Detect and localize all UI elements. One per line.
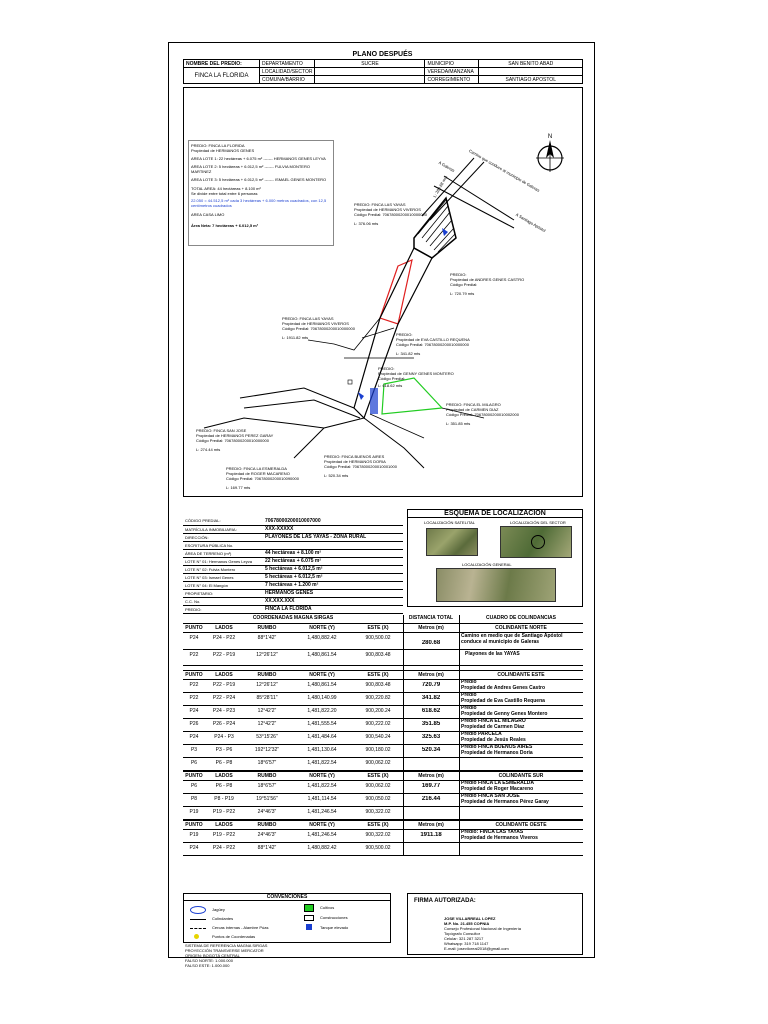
coord-header: ESTE (X)	[367, 625, 389, 631]
firma-line: Whatsapp: 319 718 1147	[444, 941, 489, 946]
info-value: 44 hectáreas + 8.100 m²	[263, 549, 403, 557]
corregimiento-value: SANTIAGO APOSTOL	[479, 76, 583, 84]
conv-cultivos: Cultivos	[320, 905, 335, 910]
coord-value: 85°28'11"	[256, 695, 278, 701]
label-galeras: A Galeras	[437, 159, 456, 174]
jaguey-icon	[190, 906, 206, 914]
coord-value: P19	[189, 832, 199, 838]
distance-value: 720.79	[421, 682, 441, 688]
comuna-label: COMUNA/BARRIO	[260, 76, 315, 84]
colindante-value: Predio PARCELA	[461, 731, 502, 737]
colindante-value: conduce al municipio de Galeras	[461, 639, 540, 645]
coord-value: P19 - P22	[212, 832, 236, 838]
coord-value: 192°12'32"	[254, 747, 280, 753]
sistema-line: PROYECCIÓN TRANSVERSE MERCATOR	[185, 948, 264, 953]
coord-header: RUMBO	[257, 822, 277, 828]
coord-header: NORTE (Y)	[309, 625, 335, 631]
conv-cercas: Cercas internas - Alambre Púas	[212, 925, 269, 930]
coord-value: P24	[189, 734, 199, 740]
info-row	[183, 597, 403, 605]
coord-value: P24 - P23	[212, 708, 236, 714]
map-frame	[183, 87, 583, 497]
coord-header: NORTE (Y)	[309, 672, 335, 678]
info-value: 5 hectáreas + 6.012,5 m²	[263, 565, 403, 573]
label-montero: PREDIO: Propiedad de GENNY GENES MONTERO Código Predial: L: 618.62 mts	[378, 366, 454, 388]
colindante-value: Predio	[461, 705, 477, 711]
info-label: C.C. No.	[183, 597, 263, 605]
coord-value: 18°6'57"	[257, 783, 277, 789]
coord-header: NORTE (Y)	[309, 822, 335, 828]
firma-line: Topógrafo Consultor	[444, 931, 481, 936]
firma-line: Consejo Profesional Nacional de Ingeniería	[444, 926, 521, 931]
info-label: PROPIETARIO:	[183, 589, 263, 597]
coord-value: P24	[189, 708, 199, 714]
coord-value: P3	[190, 747, 198, 753]
info-value	[263, 541, 403, 549]
coord-value: 1,481,822.54	[307, 783, 337, 789]
construcciones-icon	[304, 915, 314, 921]
row-divider	[183, 820, 583, 821]
distance-value: 325.63	[421, 734, 441, 740]
coord-value: P8 - P19	[214, 796, 234, 802]
sistema-line: FALSO ESTE: 1.000.000	[185, 963, 230, 968]
coord-value: 900,803.48	[365, 651, 391, 658]
coord-value: 900,803.48	[365, 682, 391, 688]
colindante-value: Propiedad de Carmen Diaz	[461, 724, 525, 730]
distance-value: 520.34	[421, 747, 441, 753]
row-divider	[183, 757, 583, 758]
firma-line: JOSE VILLARREAL LOPEZ	[444, 916, 496, 921]
metros-header: Metros (m)	[418, 822, 444, 828]
coord-value: P6	[190, 783, 198, 789]
colindante-value: Propiedad de Genny Genes Montero	[461, 711, 548, 717]
coord-value: P3 - P6	[215, 747, 233, 753]
coord-header: RUMBO	[257, 773, 277, 779]
coord-value: 900,500.02	[365, 635, 391, 641]
coord-value: 900,322.02	[365, 832, 391, 838]
colindante-value: Predio: FINCA LAS YAYAS	[461, 829, 524, 835]
label-sanjose: PREDIO: FINCA SAN JOSE Propiedad de HERMANOS PEREZ GARAY Código Predial: 70678000200010000000 L: 274.44 mts	[196, 428, 274, 452]
label-castro: PREDIO: Propiedad de ANDRES GENES CASTRO Código Predial: L: 720.79 mts	[450, 272, 525, 296]
map-legend-box	[188, 140, 334, 246]
esquema-sector-label: LOCALIZACIÓN DEL SECTOR	[510, 520, 566, 525]
coord-value: 900,322.02	[365, 809, 391, 815]
coord-value: 12°26'12"	[256, 651, 278, 658]
municipio-value: SAN BENITO ABAD	[479, 60, 583, 68]
colindante-header: COLINDANTE OESTE	[495, 822, 547, 828]
coord-header: ESTE (X)	[367, 672, 389, 678]
colindantes-icon	[190, 919, 206, 920]
info-value: XX.XXX.XXX	[263, 597, 403, 605]
distance-value: 341.82	[421, 695, 441, 701]
label-buenos-aires: PREDIO: FINCA BUENOS AIRES Propiedad de HERMANOS DORIA Código Predial: 70678000200010001000 L: 520.34 mts	[324, 454, 397, 478]
coord-value: P22	[189, 695, 199, 701]
colindante-value: Predio FINCA SAN JOSE	[461, 793, 520, 799]
info-label: ÁREA DE TERRENO (m²)	[183, 549, 263, 557]
row-divider	[183, 665, 583, 666]
esquema-general-label: LOCALIZACIÓN GENERAL	[462, 562, 512, 567]
coord-value: 88°1'42"	[257, 635, 277, 641]
info-label: DIRECCIÓN:	[183, 533, 263, 541]
coord-value: P22	[189, 682, 199, 688]
coord-value: P24 - P22	[212, 635, 236, 641]
departamento-label: DEPARTAMENTO	[260, 60, 315, 68]
coord-value: 88°1'42"	[257, 845, 277, 851]
general-image	[436, 568, 556, 602]
coord-value: 900,180.02	[365, 747, 391, 753]
colindante-value: Propiedad de Hermanos Doria	[461, 750, 533, 756]
coord-value: P22 - P19	[212, 651, 236, 658]
row-divider	[183, 842, 583, 843]
row-divider	[183, 623, 583, 624]
info-table	[183, 517, 403, 614]
coord-header: LADOS	[215, 625, 233, 631]
colindante-value: Propiedad de Andres Genes Castro	[461, 685, 546, 691]
colindante-value: Propiedad de Jesús Reales	[461, 737, 526, 743]
row-divider	[183, 771, 583, 772]
colindante-header: COLINDANTE NORTE	[495, 625, 547, 631]
coord-header: ESTE (X)	[367, 773, 389, 779]
convenciones-title: CONVENCIONES	[184, 894, 390, 901]
plan-title: PLANO DESPUÉS	[352, 51, 413, 58]
coord-value: 900,050.02	[365, 796, 391, 802]
legend-line: 22.050 = 44.512,5 m² cada 3 hectáreas + 6.000 metros cuadrados, con 12,5 centímetros cuadrados	[191, 198, 327, 208]
coord-value: P26 - P24	[212, 721, 236, 727]
label-yayas-top: PREDIO: FINCA LAS YAYAS Propiedad de HERMANOS VIVEROS Código Predial: 70678000200010000000 L: 376.06 mts	[354, 202, 427, 226]
coord-value: 1,481,246.54	[307, 832, 337, 838]
coord-value: 53°15'26"	[256, 734, 278, 740]
colindante-value: Camino en medio que de Santiago Apóstol	[461, 633, 563, 639]
coord-value: P19 - P22	[212, 809, 236, 815]
legend-line: AREA LOTE 3: 5 hectáreas + 6.012,5 m² ------- ISMAEL GENES MONTERO	[191, 177, 327, 182]
header-table	[183, 59, 583, 84]
coord-value: 1,480,140.99	[307, 695, 337, 701]
coord-header: RUMBO	[257, 625, 277, 631]
esquema-title: ESQUEMA DE LOCALIZACION	[408, 510, 582, 518]
municipio-label: MUNICIPIO	[425, 60, 479, 68]
colindante-value: Predio FINCA EL MILAGRO	[461, 718, 526, 724]
coord-header: PUNTO	[185, 773, 203, 779]
colindante-value: Predio	[461, 679, 477, 685]
coord-header: LADOS	[215, 773, 233, 779]
coord-header: PUNTO	[185, 625, 203, 631]
cerca-icon	[190, 928, 206, 929]
distance-value: 351.85	[421, 721, 441, 727]
nombre-label: NOMBRE DEL PREDIO:	[184, 60, 260, 68]
info-row	[183, 565, 403, 573]
coord-header: LADOS	[215, 822, 233, 828]
info-value: 5 hectáreas + 6.012,5 m²	[263, 573, 403, 581]
tanque-icon	[306, 924, 312, 930]
coord-value: P19	[189, 809, 199, 815]
coord-header: NORTE (Y)	[309, 773, 335, 779]
colindante-header: COLINDANTE ESTE	[497, 672, 545, 678]
esquema-satelital-label: LOCALIZACIÓN SATELITAL	[424, 520, 475, 525]
coord-value: 12°42'2"	[257, 708, 277, 714]
distance-value: 280.68	[421, 640, 441, 646]
sector-image	[500, 526, 572, 558]
legend-line: PREDIO: FINCA LA FLORIDA	[191, 143, 245, 148]
info-row	[183, 557, 403, 565]
info-row	[183, 605, 403, 613]
row-divider	[183, 670, 583, 671]
distance-value: 216.44	[421, 796, 441, 802]
firma-box	[407, 893, 583, 955]
coord-value: 900,220.82	[365, 695, 391, 701]
info-row	[183, 517, 403, 525]
label-santiago: A Santiago Apóstol	[515, 211, 547, 234]
punto-icon	[194, 934, 199, 939]
coord-value: P24	[189, 845, 199, 851]
legend-line: TOTAL AREA: 44 hectáreas + 8.100 m²	[191, 186, 261, 191]
metros-header: Metros (m)	[418, 672, 444, 678]
legend-line: Área Neta: 7 hectáreas + 6.012,5 m²	[191, 223, 259, 228]
sistema-line: FALSO NORTE: 1.000.000	[185, 958, 233, 963]
vereda-label: VEREDA/MANZANA	[425, 68, 479, 76]
info-label: ESCRITURA PÚBLICA No.	[183, 541, 263, 549]
coord-value: 1,481,555.54	[307, 721, 337, 727]
label-esmeralda: PREDIO: FINCA LA ESMERALDA Propiedad de ROGER MACARENO Código Predial: 70678000200010090000 L: 169.77 mts	[226, 466, 299, 490]
coord-value: 1,481,246.54	[307, 809, 337, 815]
coord-value: 12°26'12"	[256, 682, 278, 688]
info-value: 70678000200010007000	[263, 517, 403, 525]
row-divider	[183, 649, 583, 650]
coord-value: P6	[190, 760, 198, 766]
info-label: LOTE N° 04: El Mangón	[183, 581, 263, 589]
sector-circle-icon	[531, 535, 545, 549]
dist-title: DISTANCIA TOTAL	[408, 615, 454, 621]
info-value: HERMANOS GENES	[263, 589, 403, 597]
coord-value: P24 - P3	[214, 734, 234, 740]
info-label: LOTE N° 03: Ismael Genes	[183, 573, 263, 581]
coord-header: PUNTO	[185, 822, 203, 828]
coord-value: 1,481,484.64	[307, 734, 337, 740]
legend-line: AREA CASA LIMO	[191, 212, 225, 217]
info-row	[183, 525, 403, 533]
coord-value: 24°46'3"	[257, 809, 277, 815]
coord-value: 900,222.02	[365, 721, 391, 727]
info-label: LOTE N° 02: Fulvia Montero	[183, 565, 263, 573]
colindante-header: COLINDANTE SUR	[498, 773, 544, 779]
label-requena: PREDIO: Propiedad de EVA CASTILLO REQUENA Código Predial: 70678000200010000000 L: 341.82 mts	[396, 332, 470, 356]
sistema-line: SISTEMA DE REFERENCIA MAGNA SIRGAS	[185, 943, 268, 948]
coord-value: 1,480,882.42	[307, 845, 337, 851]
convenciones-box	[183, 893, 391, 943]
cultivos-icon	[304, 904, 314, 912]
nombre-value: FINCA LA FLORIDA	[184, 68, 260, 84]
info-row	[183, 589, 403, 597]
coord-value: 1,480,861.54	[307, 651, 337, 658]
departamento-value: SUCRE	[315, 60, 425, 68]
conv-puntos: Puntos de Coordenadas	[212, 934, 256, 939]
coord-title: COORDENADAS MAGNA SIRGAS	[252, 615, 334, 621]
colindante-value: Propiedad de Eva Castillo Requena	[461, 698, 545, 704]
info-value: 7 hectáreas + 1.200 m²	[263, 581, 403, 589]
row-divider	[183, 855, 583, 856]
colindante-value: Propiedad de Roger Macareno	[461, 786, 534, 792]
coord-value: 900,200.24	[365, 708, 391, 714]
info-row	[183, 549, 403, 557]
distance-value: 618.62	[421, 708, 441, 714]
coord-value: P8	[190, 796, 198, 802]
coord-value: P22	[189, 651, 199, 658]
corregimiento-label: CORREGIMIENTO	[425, 76, 479, 84]
firma-line: M.P. No. 21.455 COPNIA	[444, 921, 490, 926]
info-value: PLAYONES DE LAS YAYAS - ZONA RURAL	[263, 533, 403, 541]
coord-value: 1,481,822.54	[307, 760, 337, 766]
firma-line: Celular: 321 287 3217	[444, 936, 484, 941]
coord-value: 12°42'2"	[257, 721, 277, 727]
legend-line: Propiedad de HERMANOS GENES	[191, 148, 255, 153]
coord-value: 1,481,114.54	[307, 796, 337, 802]
info-label: PREDIO:	[183, 605, 263, 613]
label-camino: Camino que conduce al municipio de Galeras	[468, 148, 541, 193]
coord-value: 900,062.02	[365, 760, 391, 766]
info-value: 22 hectáreas + 6.075 m²	[263, 557, 403, 565]
conv-construcciones: Construcciones	[320, 915, 348, 920]
firma-line: E-mail: joseviloreal2018@gmail.com	[444, 946, 509, 951]
label-yayas-mid: PREDIO: FINCA LAS YAYAS Propiedad de HERMANOS VIVEROS Código Predial: 70678000200010000000 L: 1911.82 mts	[282, 316, 355, 340]
metros-header: Metros (m)	[418, 625, 444, 631]
info-row	[183, 533, 403, 541]
coord-value: 900,500.02	[365, 845, 391, 851]
firma-title: FIRMA AUTORIZADA:	[414, 898, 476, 904]
coord-value: P22 - P24	[212, 695, 236, 701]
info-label: CÓDIGO PREDIAL:	[183, 517, 263, 525]
column-divider	[459, 615, 460, 856]
colindante-value: Predio FINCA LA ESMERALDA	[461, 780, 534, 786]
coord-value: 900,540.24	[365, 734, 391, 740]
conv-tanque: Tanque elevado	[320, 925, 349, 930]
coord-value: 18°6'57"	[257, 760, 277, 766]
distance-value: 1911.18	[420, 832, 442, 838]
coord-value: 19°51'56"	[256, 796, 278, 802]
metros-header: Metros (m)	[418, 773, 444, 779]
sistema-referencia	[185, 943, 391, 968]
coord-value: P26	[189, 721, 199, 727]
coord-value: 1,481,130.64	[307, 747, 337, 753]
coord-value: 1,480,882.42	[307, 635, 337, 641]
plan-sheet	[168, 42, 595, 968]
distance-value: 169.77	[421, 783, 441, 789]
info-value: XXX-XXXXX	[263, 525, 403, 533]
info-row	[183, 581, 403, 589]
col-title: CUADRO DE COLINDANCIAS	[486, 615, 556, 621]
coord-header: LADOS	[215, 672, 233, 678]
info-row	[183, 541, 403, 549]
colindante-value: Predio	[461, 692, 477, 698]
info-value: FINCA LA FLORIDA	[263, 605, 403, 613]
coord-value: 24°46'3"	[257, 832, 277, 838]
coord-value: 1,480,861.54	[307, 682, 337, 688]
coord-value: P24 - P22	[212, 845, 236, 851]
legend-line: AREA LOTE 1: 22 hectáreas + 6.075 m² ------- HERMANOS GENES LEYVA	[191, 156, 326, 161]
row-divider	[183, 806, 583, 807]
coord-header: ESTE (X)	[367, 822, 389, 828]
conv-colindantes: Colindantes	[212, 916, 234, 921]
svg-text:N: N	[547, 134, 553, 140]
coord-value: P6 - P8	[215, 783, 233, 789]
info-row	[183, 573, 403, 581]
info-label: LOTE N° 01: Hermanos Genes Leyva	[183, 557, 263, 565]
colindante-value: Propiedad de Hermanos Viveros	[461, 835, 538, 841]
coord-value: P24	[189, 635, 199, 641]
coord-value: 1,481,822.20	[307, 708, 337, 714]
coord-value: P6 - P8	[215, 760, 233, 766]
conv-jaguey: Jagüey	[212, 907, 225, 912]
colindante-value: Propiedad de Hermanos Pérez Garay	[461, 799, 549, 805]
esquema-box	[407, 509, 583, 607]
satelital-image	[426, 528, 478, 556]
sistema-line: ORIGEN: BOGOTÁ CENTRAL	[185, 953, 240, 958]
colindante-value: Predio FINCA BUENOS AIRES	[461, 744, 533, 750]
coord-header: RUMBO	[257, 672, 277, 678]
coord-header: PUNTO	[185, 672, 203, 678]
localidad-label: LOCALIDAD/SECTOR	[260, 68, 315, 76]
legend-line: Se divide entre total entre 6 personas	[191, 191, 258, 196]
coord-value: P22 - P19	[212, 682, 236, 688]
colindante-value: Playones de las YAYAS	[465, 651, 520, 657]
label-distance: L: 280.68 mts	[431, 174, 449, 199]
label-milagro: PREDIO: FINCA EL MILAGRO Propiedad de CARMEN DIAZ Código Predial: 70678000200010002000 L: 351.85 mts	[446, 402, 519, 426]
coord-value: 900,062.02	[365, 783, 391, 789]
info-label: MATRÍCULA INMOBILIARIA:	[183, 525, 263, 533]
column-divider	[403, 615, 404, 856]
legend-line: AREA LOTE 2: 5 hectáreas + 6.012,5 m² ------- FULVIA MONTERO MARTINEZ	[191, 164, 310, 174]
